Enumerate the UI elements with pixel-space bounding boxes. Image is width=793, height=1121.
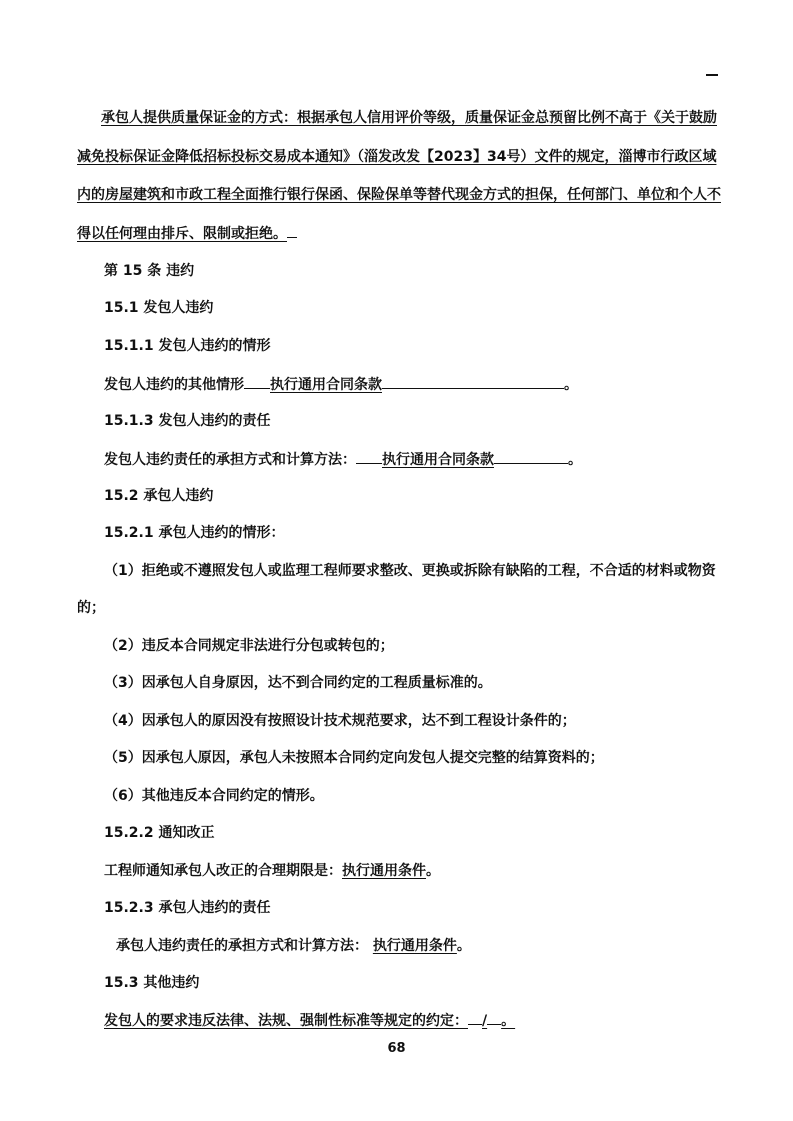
header-dash-mark	[706, 74, 718, 76]
correction-period: 工程师通知承包人改正的合理期限是：执行通用条件。	[104, 863, 440, 879]
underline-fill	[287, 223, 297, 238]
contractor-default-item-2: （2）违反本合同规定非法进行分包或转包的；	[104, 638, 394, 654]
other-default-value: /	[482, 1013, 488, 1029]
employer-default-liability-value: 执行通用合同条款	[382, 452, 494, 468]
section-15-2-title: 15.2 承包人违约	[104, 488, 214, 504]
section-15-2-1-title: 15.2.1 承包人违约的情形：	[104, 525, 285, 541]
blank-fill	[244, 374, 270, 389]
section-15-2-2-title: 15.2.2 通知改正	[104, 825, 215, 841]
page-number: 68	[387, 1041, 406, 1056]
other-default-clause: 发包人的要求违反法律、法规、强制性标准等规定的约定： / 。	[104, 1010, 515, 1031]
blank-fill	[494, 449, 568, 464]
employer-default-other-value: 执行通用合同条款	[270, 377, 382, 393]
guarantee-para-line-4: 得以任何理由排斥、限制或拒绝。	[77, 223, 297, 244]
section-15-1-title: 15.1 发包人违约	[104, 300, 214, 316]
contractor-default-item-1b: 的；	[77, 600, 105, 616]
correction-period-value: 执行通用条件	[342, 863, 426, 879]
contractor-default-item-6: （6）其他违反本合同约定的情形。	[104, 788, 324, 804]
blank-fill	[468, 1010, 482, 1025]
section-15-1-1-title: 15.1.1 发包人违约的情形	[104, 338, 271, 354]
blank-fill	[382, 374, 564, 389]
contractor-default-liability: 承包人违约责任的承担方式和计算方法： 执行通用条件。	[116, 938, 471, 954]
blank-fill	[356, 449, 382, 464]
guarantee-para-line-1: 承包人提供质量保证金的方式：根据承包人信用评价等级，质量保证金总预留比例不高于《关于鼓励	[101, 110, 717, 126]
contractor-default-item-4: （4）因承包人的原因没有按照设计技术规范要求，达不到工程设计条件的；	[104, 713, 576, 729]
section-15-2-3-title: 15.2.3 承包人违约的责任	[104, 900, 271, 916]
section-15-1-3-title: 15.1.3 发包人违约的责任	[104, 413, 271, 429]
guarantee-para-line-2: 减免投标保证金降低招标投标交易成本通知》（淄发改发【2023】34号）文件的规定，淄博市行政区域	[77, 149, 717, 165]
contractor-default-item-3: （3）因承包人自身原因，达不到合同约定的工程质量标准的。	[104, 675, 492, 691]
contractor-default-liability-value: 执行通用条件	[372, 938, 457, 954]
contractor-default-item-5: （5）因承包人原因，承包人未按照本合同约定向发包人提交完整的结算资料的；	[104, 750, 604, 766]
section-15-3-title: 15.3 其他违约	[104, 975, 200, 991]
guarantee-para-line-3: 内的房屋建筑和市政工程全面推行银行保函、保险保单等替代现金方式的担保，任何部门、单位和个人不	[77, 187, 721, 203]
contractor-default-item-1a: （1）拒绝或不遵照发包人或监理工程师要求整改、更换或拆除有缺陷的工程，不合适的材料或物资	[104, 563, 716, 579]
article-15-title: 第 15 条 违约	[104, 263, 195, 279]
employer-default-liability: 发包人违约责任的承担方式和计算方法： 执行通用合同条款 。	[104, 449, 582, 470]
blank-fill	[487, 1010, 501, 1025]
employer-default-other-cases: 发包人违约的其他情形 执行通用合同条款 。	[104, 374, 578, 395]
